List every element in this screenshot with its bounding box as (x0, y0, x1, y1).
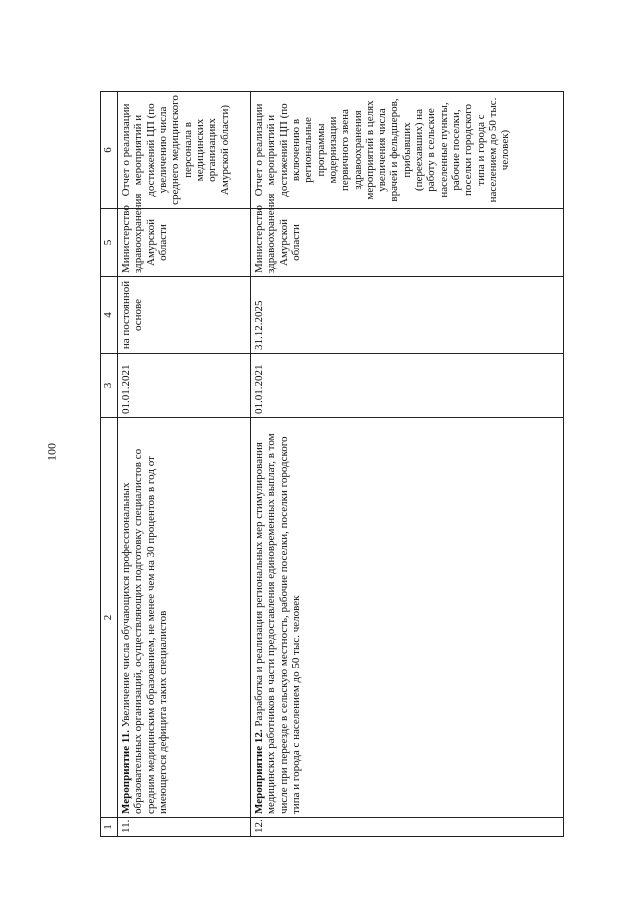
column-header: 5 (101, 209, 118, 277)
expected-result: Отчет о реализации мероприятий и достижений ЦП (по включению в региональные программы модернизации первичного звена здравоохранения мероприятий в целях увеличения числа врачей и фельдшеров, прибывших (переехавших) на работу в сельские населенные пункты, рабочие поселки, поселки городского типа и города с населением до 50 тыс. человек) (251, 92, 564, 209)
row-number: 11. (118, 818, 251, 837)
measure-title: Мероприятие 11. (120, 730, 132, 814)
table-header-row (101, 92, 118, 837)
column-header: 2 (101, 418, 118, 818)
column-header: 3 (101, 354, 118, 418)
responsible-body: Министерство здравоохранения Амурской области (118, 209, 251, 277)
column-header: 4 (101, 277, 118, 354)
table-row (118, 92, 251, 837)
responsible-body: Министерство здравоохранения Амурской области (251, 209, 564, 277)
measure-description (251, 418, 564, 818)
column-header: 1 (101, 818, 118, 837)
rotated-table-container (100, 92, 570, 837)
measure-text: Разработка и реализация региональных мер стимулирования медицинских работников в части предоставления единовременных выплат, в том числе при переезде в сельскую местность, рабочие поселки, поселки городского типа и города с населением до 50 тыс. человек (253, 433, 302, 814)
start-date: 01.01.2021 (118, 354, 251, 418)
page-number: 100 (44, 443, 59, 461)
measure-text: Увеличение числа обучающихся профессиональных образовательных организаций, осуществляющих подготовку специалистов со средним медицинским образованием, не менее чем на 30 процентов в год от имеющегося дефицита таких специалистов (120, 448, 169, 814)
measure-title: Мероприятие 12. (253, 729, 265, 814)
end-date: на постоянной основе (118, 277, 251, 354)
measures-table (100, 91, 564, 837)
expected-result: Отчет о реализации мероприятий и достижений ЦП (по увеличению числа среднего медицинского персонала в медицинских организациях Амурской области) (118, 92, 251, 209)
start-date: 01.01.2021 (251, 354, 564, 418)
row-number: 12. (251, 818, 564, 837)
measure-description (118, 418, 251, 818)
table-row (251, 92, 564, 837)
column-header: 6 (101, 92, 118, 209)
end-date: 31.12.2025 (251, 277, 564, 354)
